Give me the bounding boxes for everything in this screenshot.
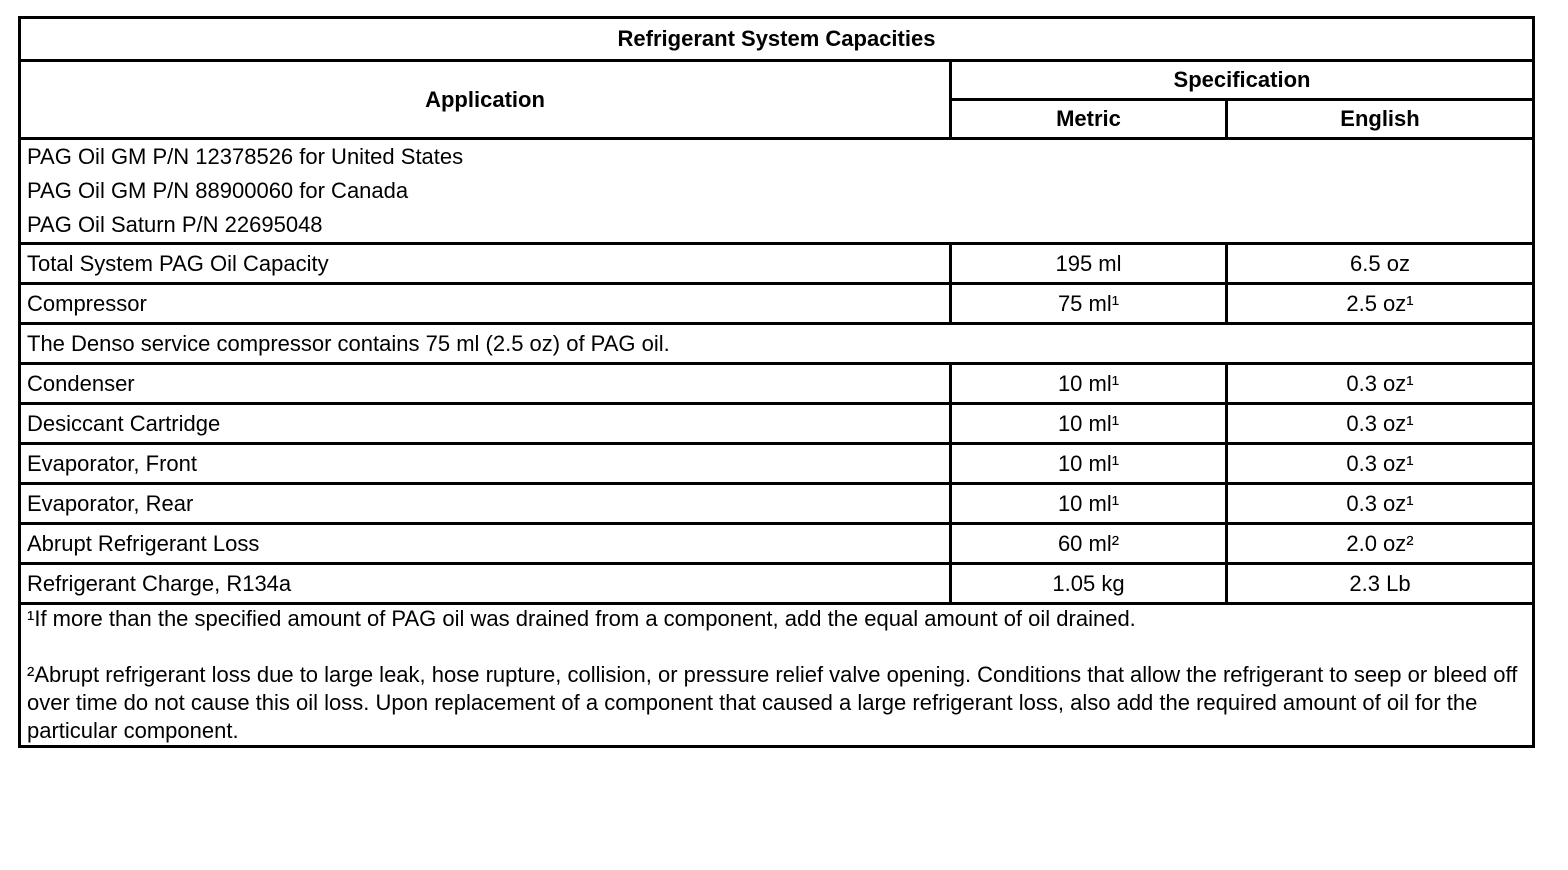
table-row bbox=[20, 444, 1534, 484]
table-row bbox=[20, 404, 1534, 444]
english-cell: 2.5 oz¹ bbox=[1227, 284, 1534, 324]
application-cell: Total System PAG Oil Capacity bbox=[20, 244, 951, 284]
english-cell: 0.3 oz¹ bbox=[1227, 484, 1534, 524]
pag-oil-us: PAG Oil GM P/N 12378526 for United States bbox=[27, 144, 464, 169]
english-header: English bbox=[1227, 100, 1534, 139]
compressor-note-row bbox=[20, 324, 1534, 364]
metric-cell: 10 ml¹ bbox=[951, 364, 1227, 404]
pag-oil-row bbox=[20, 139, 1534, 244]
pag-oil-cell bbox=[20, 139, 1534, 244]
metric-cell: 10 ml¹ bbox=[951, 404, 1227, 444]
application-cell: Compressor bbox=[20, 284, 951, 324]
table-row bbox=[20, 364, 1534, 404]
header-row-1 bbox=[20, 61, 1534, 100]
table-row bbox=[20, 524, 1534, 564]
english-cell: 0.3 oz¹ bbox=[1227, 404, 1534, 444]
capacities-table bbox=[18, 16, 1535, 748]
pag-oil-saturn: PAG Oil Saturn P/N 22695048 bbox=[27, 212, 323, 237]
pag-oil-canada: PAG Oil GM P/N 88900060 for Canada bbox=[27, 178, 409, 203]
footnote-1: ¹If more than the specified amount of PAG oil was drained from a component, add the equal amount of oil drained. bbox=[27, 606, 1136, 631]
application-cell: Abrupt Refrigerant Loss bbox=[20, 524, 951, 564]
metric-cell: 10 ml¹ bbox=[951, 484, 1227, 524]
english-cell: 0.3 oz¹ bbox=[1227, 444, 1534, 484]
table-row bbox=[20, 284, 1534, 324]
metric-cell: 1.05 kg bbox=[951, 564, 1227, 604]
application-cell: Refrigerant Charge, R134a bbox=[20, 564, 951, 604]
metric-header: Metric bbox=[951, 100, 1227, 139]
application-cell: Evaporator, Front bbox=[20, 444, 951, 484]
english-cell: 0.3 oz¹ bbox=[1227, 364, 1534, 404]
application-header: Application bbox=[20, 61, 951, 139]
application-cell: Desiccant Cartridge bbox=[20, 404, 951, 444]
table-row bbox=[20, 484, 1534, 524]
table-row bbox=[20, 244, 1534, 284]
metric-cell: 60 ml² bbox=[951, 524, 1227, 564]
english-cell: 6.5 oz bbox=[1227, 244, 1534, 284]
footnotes-cell bbox=[20, 604, 1534, 747]
title-row bbox=[20, 18, 1534, 61]
english-cell: 2.0 oz² bbox=[1227, 524, 1534, 564]
application-cell: Evaporator, Rear bbox=[20, 484, 951, 524]
application-cell: Condenser bbox=[20, 364, 951, 404]
metric-cell: 10 ml¹ bbox=[951, 444, 1227, 484]
table-row bbox=[20, 564, 1534, 604]
english-cell: 2.3 Lb bbox=[1227, 564, 1534, 604]
footnote-2: ²Abrupt refrigerant loss due to large leak, hose rupture, collision, or pressure relief valve opening. Conditions that allow the refrigerant to seep or bleed off over time do not cause this oil loss. Upon replacement of a component that caused a large refrigerant loss, also add the required amount of oil for the particular component. bbox=[27, 662, 1518, 743]
metric-cell: 75 ml¹ bbox=[951, 284, 1227, 324]
compressor-note: The Denso service compressor contains 75 ml (2.5 oz) of PAG oil. bbox=[20, 324, 1534, 364]
metric-cell: 195 ml bbox=[951, 244, 1227, 284]
specification-header: Specification bbox=[951, 61, 1534, 100]
table-title: Refrigerant System Capacities bbox=[20, 18, 1534, 61]
footnotes-row bbox=[20, 604, 1534, 747]
